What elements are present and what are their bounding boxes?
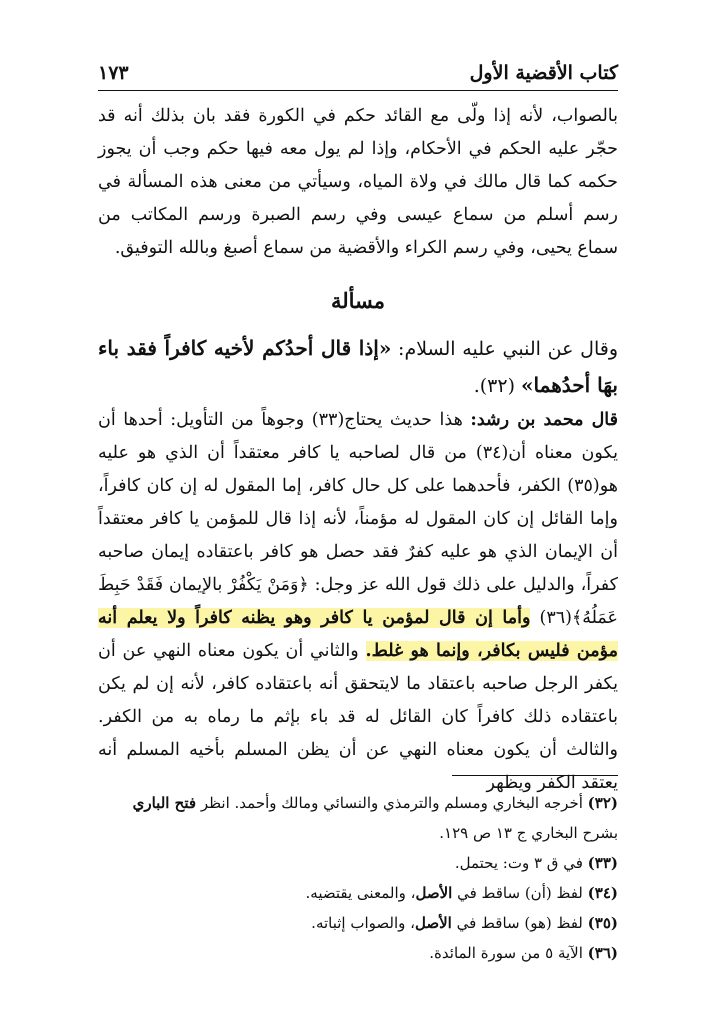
commentary-part-1: هذا حديث يحتاج(٣٣) وجوهاً من التأويل: أحدها أن يكون معناه أن(٣٤) من قال لصاحبه يا كافر معتقداً أن الذي هو عليه هو(٣٥) الكفر، فأحدهما على كل حال كافر، إما المقول له إن كان كافراً، وإما القائل إن كان المقول له مؤمناً، لأنه إذا قال للمؤمن يا كافر معتقداً أن الإيمان الذي هو عليه كفرٌ فقد حصل هو كافر باعتقاده إيمان صاحبه كفراً، والدليل على ذلك قول الله عز وجل: ﴿وَمَنْ يَكْفُرْ بالإيمان فَقَدْ حَبِطَ عَمَلُهُ﴾(٣٦) [98, 410, 618, 628]
footnote-36: (٣٦) الآية ٥ من سورة المائدة. [429, 944, 618, 962]
running-title: كتاب الأقضية الأول [469, 62, 618, 84]
section-title: مسألة [330, 288, 386, 313]
hadith-paragraph [98, 330, 618, 404]
footnote-33: (٣٣) في ق ٣ وت: يحتمل. [454, 854, 618, 872]
footnote-34: (٣٤) لفظ (أن) ساقط في الأصل، والمعنى يقتضيه. [305, 884, 618, 902]
commentary-part-2: والثاني أن يكون معناه النهي عن أن يكفر الرجل صاحبه باعتقاد ما لايتحقق أنه باعتقاده كافر، لأنه إن لم يكن باعتقاده ذلك كافراً كان القائل له قد باء بإثم ما رماه به من الكفر. والثالث أن يكون معناه النهي عن أن يظن المسلم بأخيه المسلم أنه يعتقد الكفر ويظهر [98, 641, 618, 793]
commentary-speaker: قال محمد بن رشد: [470, 410, 618, 430]
hadith-text: «إذا قال أحدُكم لأخيه كافراً فقد باء بهَا أحدُهما» [98, 336, 618, 397]
footnote-separator [452, 775, 618, 776]
footnote-32: (٣٢) أخرجه البخاري ومسلم والترمذي والنسائي ومالك وأحمد. انظر فتح الباري بشرح البخاري ج ١٣ ص ١٢٩. [132, 794, 618, 842]
highlighted-passage[interactable]: وأما إن قال لمؤمن يا كافر وهو يظنه كافراً ولا يعلم أنه مؤمن فليس بكافر، وإنما هو غلط. [98, 608, 618, 661]
hadith-intro: وقال عن النبي عليه السلام: [391, 338, 618, 360]
footnotes [98, 788, 618, 968]
hadith-footnote-ref: (٣٢). [473, 375, 522, 397]
page-number: ١٧٣ [98, 62, 129, 84]
paragraph-continuation: بالصواب، لأنه إذا ولّى مع القائد حكم في الكورة فقد بان بذلك أنه قد حجّر عليه الحكم في الأحكام، وإذا لم يول معه فيها حكم وجب أن يجوز حكمه كما قال مالك في ولاة المياه، وسيأتي من معنى هذه المسألة في رسم أسلم من سماع عيسى وفي رسم الصبرة ورسم المكاتب من سماع يحيى، وفي رسم الكراء والأقضية من سماع أصبغ وبالله التوفيق. [98, 106, 618, 258]
commentary-paragraph [98, 404, 618, 800]
page-header [98, 58, 618, 88]
footnote-35: (٣٥) لفظ (هو) ساقط في الأصل، والصواب إثباته. [311, 914, 618, 932]
header-rule [98, 90, 618, 91]
